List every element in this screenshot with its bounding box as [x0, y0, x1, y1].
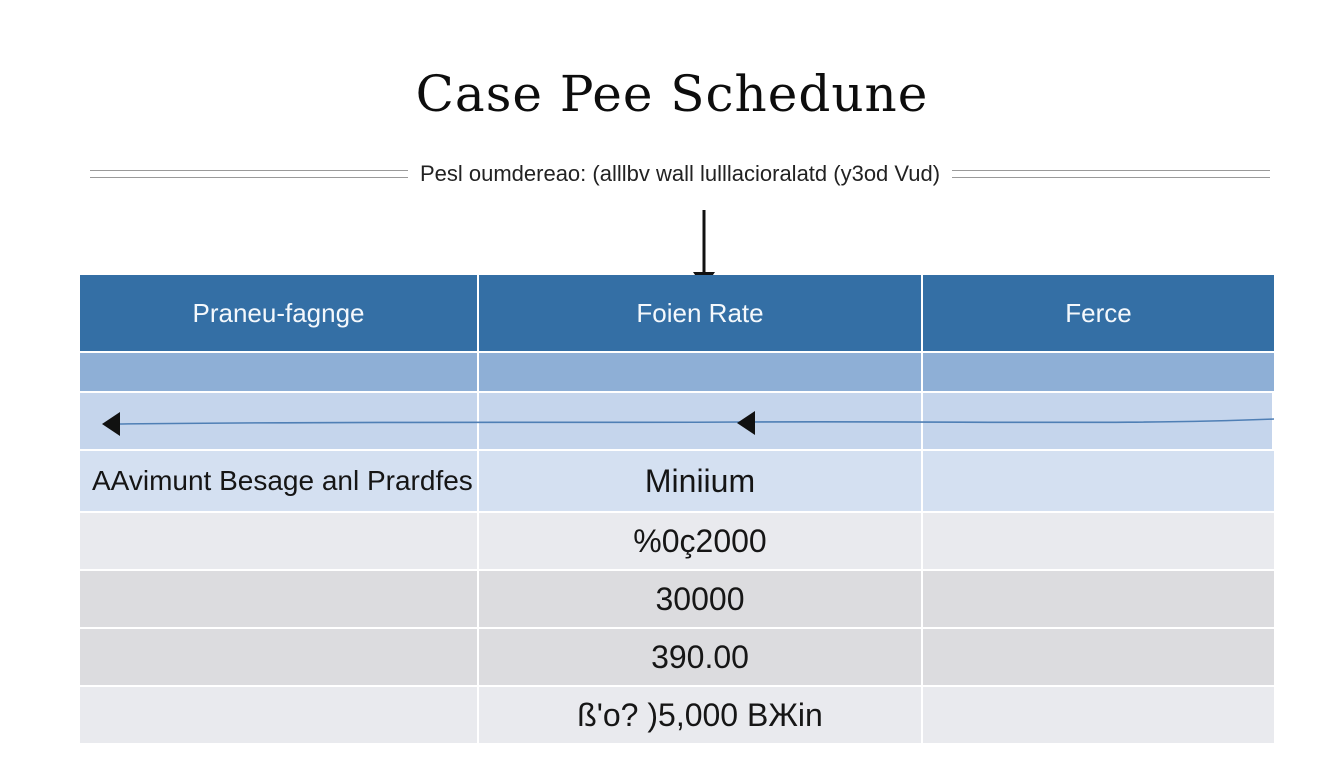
table-row: [80, 687, 1274, 745]
header-cell: Praneu-fagnge: [80, 275, 479, 351]
fee-schedule-table: [80, 275, 1274, 745]
left-double-rule: [90, 170, 408, 178]
table-cell: [923, 687, 1274, 743]
document-title: Case Pee Schedune: [415, 65, 929, 123]
table-band-row: [80, 353, 1274, 393]
label-cell: Miniium: [479, 451, 923, 511]
header-cell: Ferce: [923, 275, 1274, 351]
band-cell: [479, 393, 923, 449]
band-cell: [923, 393, 1274, 449]
band-cell: [80, 393, 479, 449]
table-cell: 30000: [479, 571, 923, 627]
table-row: [80, 571, 1274, 629]
table-cell: [923, 629, 1274, 685]
table-cell: [80, 571, 479, 627]
band-cell: [923, 353, 1274, 391]
subtitle-row: [90, 156, 1270, 192]
table-header-row: [80, 275, 1274, 353]
band-cell: [80, 353, 479, 391]
label-cell: [923, 451, 1274, 511]
table-cell: [923, 571, 1274, 627]
table-cell: 390.00: [479, 629, 923, 685]
table-row: [80, 629, 1274, 687]
table-cell: %0ç2000: [479, 513, 923, 569]
table-label-row: [80, 451, 1274, 513]
label-cell: AAvimunt Besage anl Prardfes: [80, 451, 479, 511]
table-row: [80, 513, 1274, 571]
table-cell: [80, 513, 479, 569]
table-cell: [923, 513, 1274, 569]
band-cell: [479, 353, 923, 391]
right-double-rule: [952, 170, 1270, 178]
document-subtitle: Pesl oumdereao: (alllbv wall lulllacioralatd (y3od Vud): [419, 161, 941, 186]
table-cell: [80, 687, 479, 743]
header-cell: Foien Rate: [479, 275, 923, 351]
table-cell: [80, 629, 479, 685]
table-cell: ß'o? )5,000 BЖin: [479, 687, 923, 743]
table-arrow-row: [80, 393, 1274, 451]
